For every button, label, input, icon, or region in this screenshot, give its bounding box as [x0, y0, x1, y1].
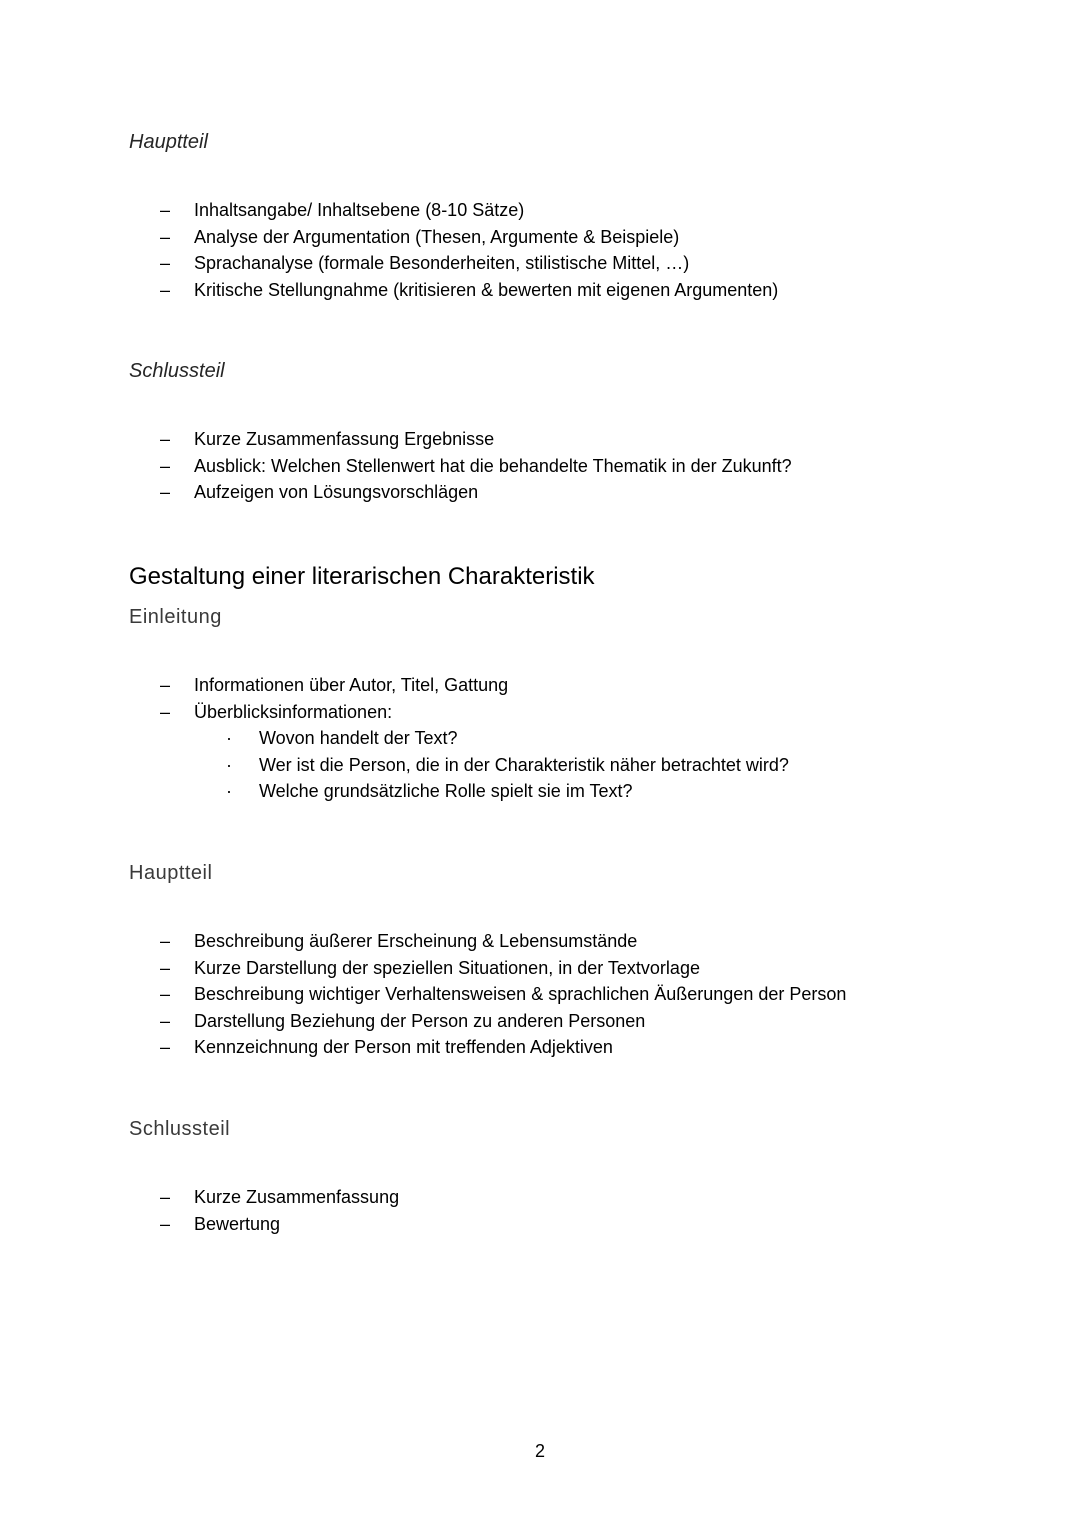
section-title-charakteristik: Gestaltung einer literarischen Charakteristik: [129, 563, 595, 590]
dash-bullet: –: [160, 984, 171, 1005]
document-page: Hauptteil – Inhaltsangabe/ Inhaltsebene (8-10 Sätze) – Analyse der Argumentation (Thesen, Argumente & Beispiele) – Sprachanalyse (formale Besonderheiten, stilistische Mittel, …) – Kritische Stellungnahme (kritisieren & bewerten mit eigenen Argumenten) Schlussteil – Kurze Zusammenfassung Ergebnisse – Ausblick: Welchen Stellenwert hat die behandelte Thematik in der Zukunft? – Aufzeigen von Lösungsvorschlägen Gestaltung einer literarischen Charakteristik Einleitung – Informationen über Autor, Titel, Gattung – Überblicksinformationen: · Wovon handelt der Text? · Wer ist die Person, die in der Charakteristik näher betrachtet wird? · Welche grundsätzliche Rolle spielt sie im Text? Hauptteil – Beschreibung äußerer Erscheinung & Lebensumstände – Kurze Darstellung der speziellen Situationen, in der Textvorlage – Beschreibung wichtiger Verhaltensweisen & sprachlichen Äußerungen der Person – Darstellung Beziehung der Person zu anderen Personen – Kennzeichnung der Person mit treffenden Adjektiven Schlussteil – Kurze Zusammenfassung – Bewertung 2: [0, 0, 1080, 1527]
dot-bullet: ·: [226, 754, 232, 775]
dash-bullet: –: [160, 226, 171, 247]
dash-bullet: –: [160, 200, 171, 220]
dot-bullet: ·: [226, 728, 232, 749]
dash-bullet: –: [160, 675, 171, 695]
dash-bullet: –: [160, 701, 171, 722]
dash-bullet: –: [160, 279, 171, 300]
dash-bullet: –: [160, 1213, 171, 1234]
dash-bullet: –: [160, 253, 171, 274]
section-heading-hauptteil: Hauptteil: [129, 131, 208, 153]
section-heading-schlussteil: Schlussteil: [129, 360, 225, 382]
dash-bullet: –: [160, 957, 171, 978]
dash-bullet: –: [160, 931, 171, 951]
dot-bullet: ·: [226, 781, 232, 802]
dash-bullet: –: [160, 482, 171, 503]
dash-bullet: –: [160, 1010, 171, 1031]
section-heading-einleitung: Einleitung: [129, 606, 222, 628]
dash-bullet: –: [160, 1037, 171, 1058]
dash-bullet: –: [160, 455, 171, 476]
section-heading-schlussteil-charakteristik: Schlussteil: [129, 1118, 231, 1140]
page-number: 2: [534, 1441, 545, 1461]
section-heading-hauptteil-charakteristik: Hauptteil: [129, 862, 213, 884]
dash-bullet: –: [160, 429, 171, 449]
dash-bullet: –: [160, 1187, 171, 1207]
